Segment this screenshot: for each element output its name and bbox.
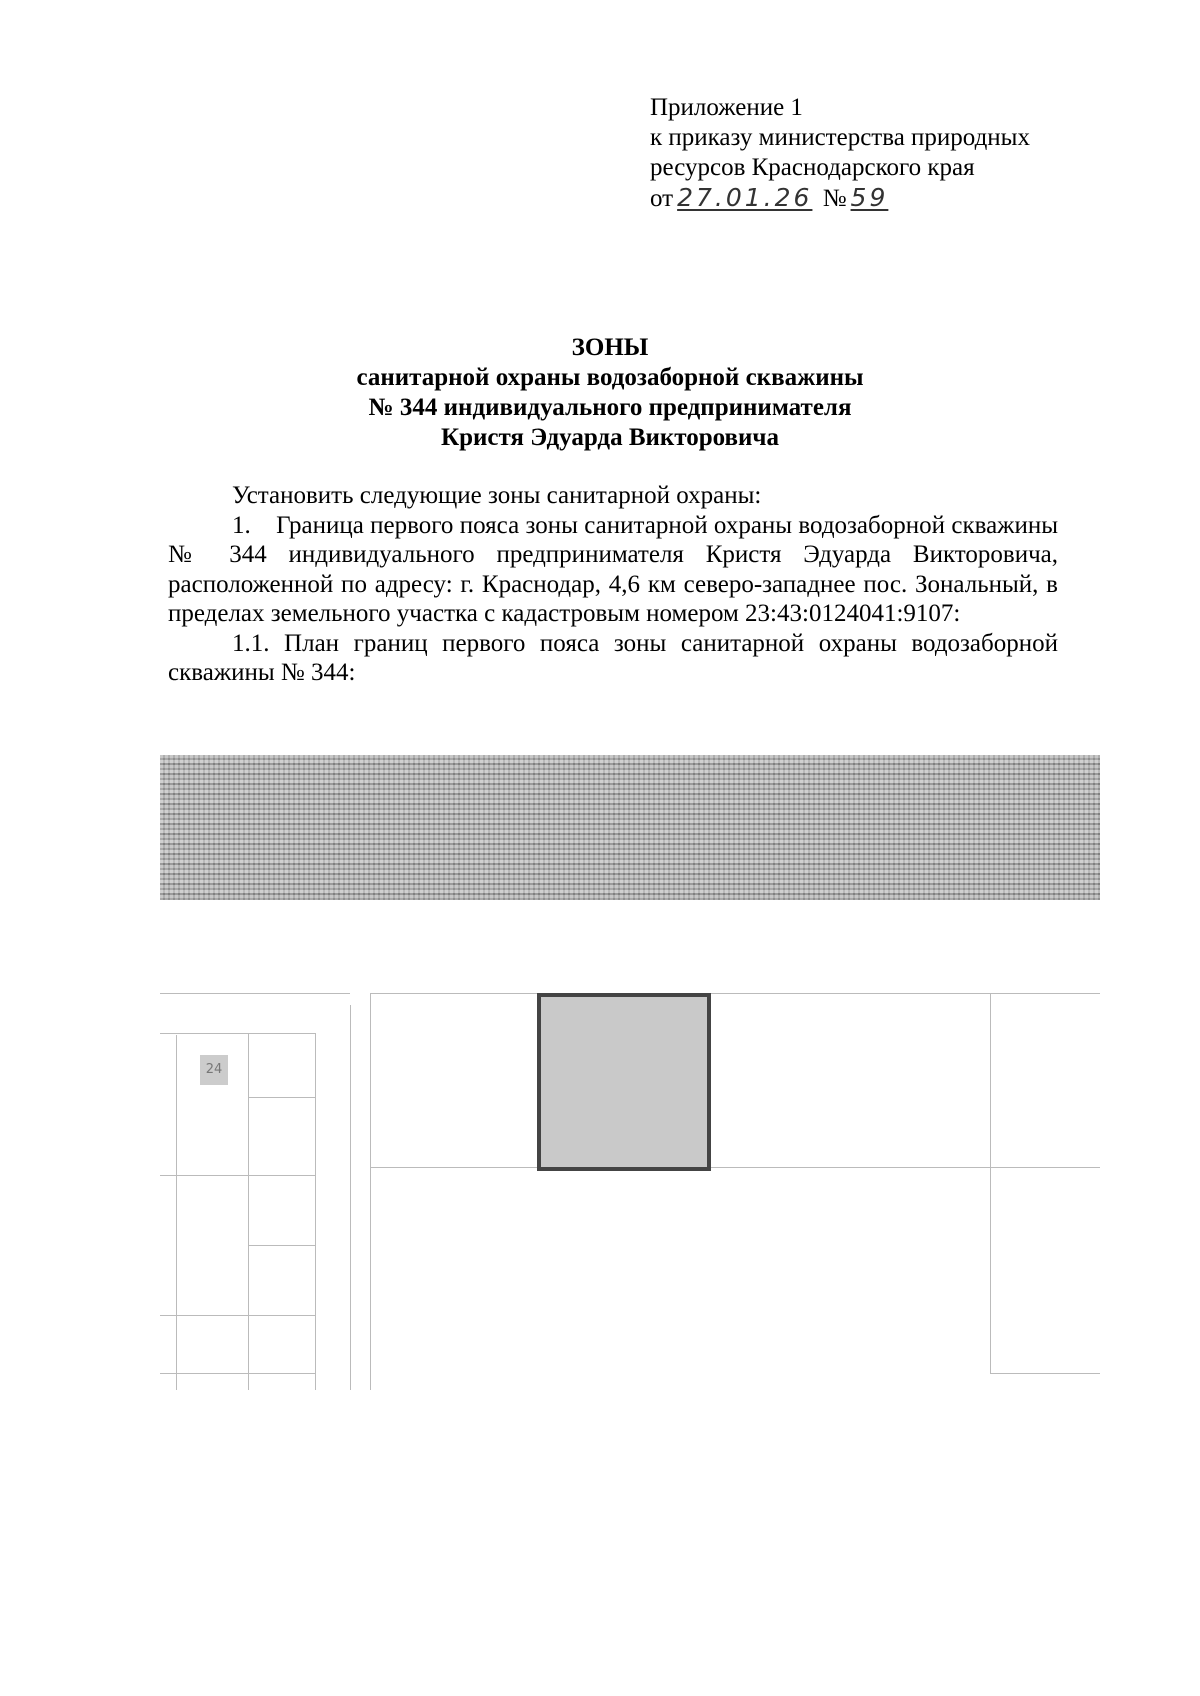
map-line: [160, 993, 350, 994]
handwritten-date: 27.01.26: [677, 183, 813, 212]
map-line: [160, 1315, 315, 1316]
sanitary-zone-boundary: [537, 993, 711, 1171]
parcel-label: 24: [200, 1055, 228, 1085]
map-line: [248, 1245, 315, 1246]
title-line: Кристя Эдуарда Викторовича: [440, 424, 780, 451]
map-line: [248, 1097, 315, 1098]
document-body: [168, 481, 1058, 688]
map-road-strip: [160, 755, 1100, 900]
date-prefix: от: [650, 185, 674, 212]
appendix-order-ref: к приказу министерства природных: [650, 124, 1030, 151]
document-title: [0, 333, 1200, 453]
number-prefix: №: [822, 185, 847, 212]
map-line: [990, 993, 991, 1373]
title-line: санитарной охраны водозаборной скважины: [356, 364, 864, 391]
appendix-date-line: [650, 183, 1030, 214]
handwritten-number: 59: [850, 183, 889, 212]
map-line: [350, 1005, 351, 1390]
appendix-ministry: ресурсов Краснодарского края: [650, 154, 975, 181]
item-1-1-paragraph: 1.1. План границ первого пояса зоны санитарной охраны водозаборной скважины № 344:: [168, 629, 1058, 686]
boundary-plan-map: [160, 755, 1100, 1390]
map-line: [315, 1033, 316, 1390]
intro-paragraph: Установить следующие зоны санитарной охраны:: [232, 482, 762, 509]
map-line: [248, 1033, 249, 1390]
map-line: [370, 993, 371, 1390]
title-line: № 344 индивидуального предпринимателя: [368, 394, 852, 421]
appendix-number: Приложение 1: [650, 94, 803, 121]
title-line: ЗОНЫ: [571, 334, 649, 361]
map-line: [160, 1175, 315, 1176]
map-line: [160, 1373, 315, 1374]
map-line: [990, 1373, 1100, 1374]
appendix-header: [650, 93, 1030, 214]
map-line: [160, 1033, 315, 1034]
item-1-paragraph: 1. Граница первого пояса зоны санитарной охраны водозаборной скважины № 344 индивидуального предпринимателя Кристя Эдуарда Викторовича, расположенной по адресу: г. Краснодар, 4,6 км северо-западнее пос. Зональный, в пределах земельного участка с кадастровым номером 23:43:0124041:9107:: [168, 511, 1058, 627]
map-line: [176, 1035, 177, 1390]
